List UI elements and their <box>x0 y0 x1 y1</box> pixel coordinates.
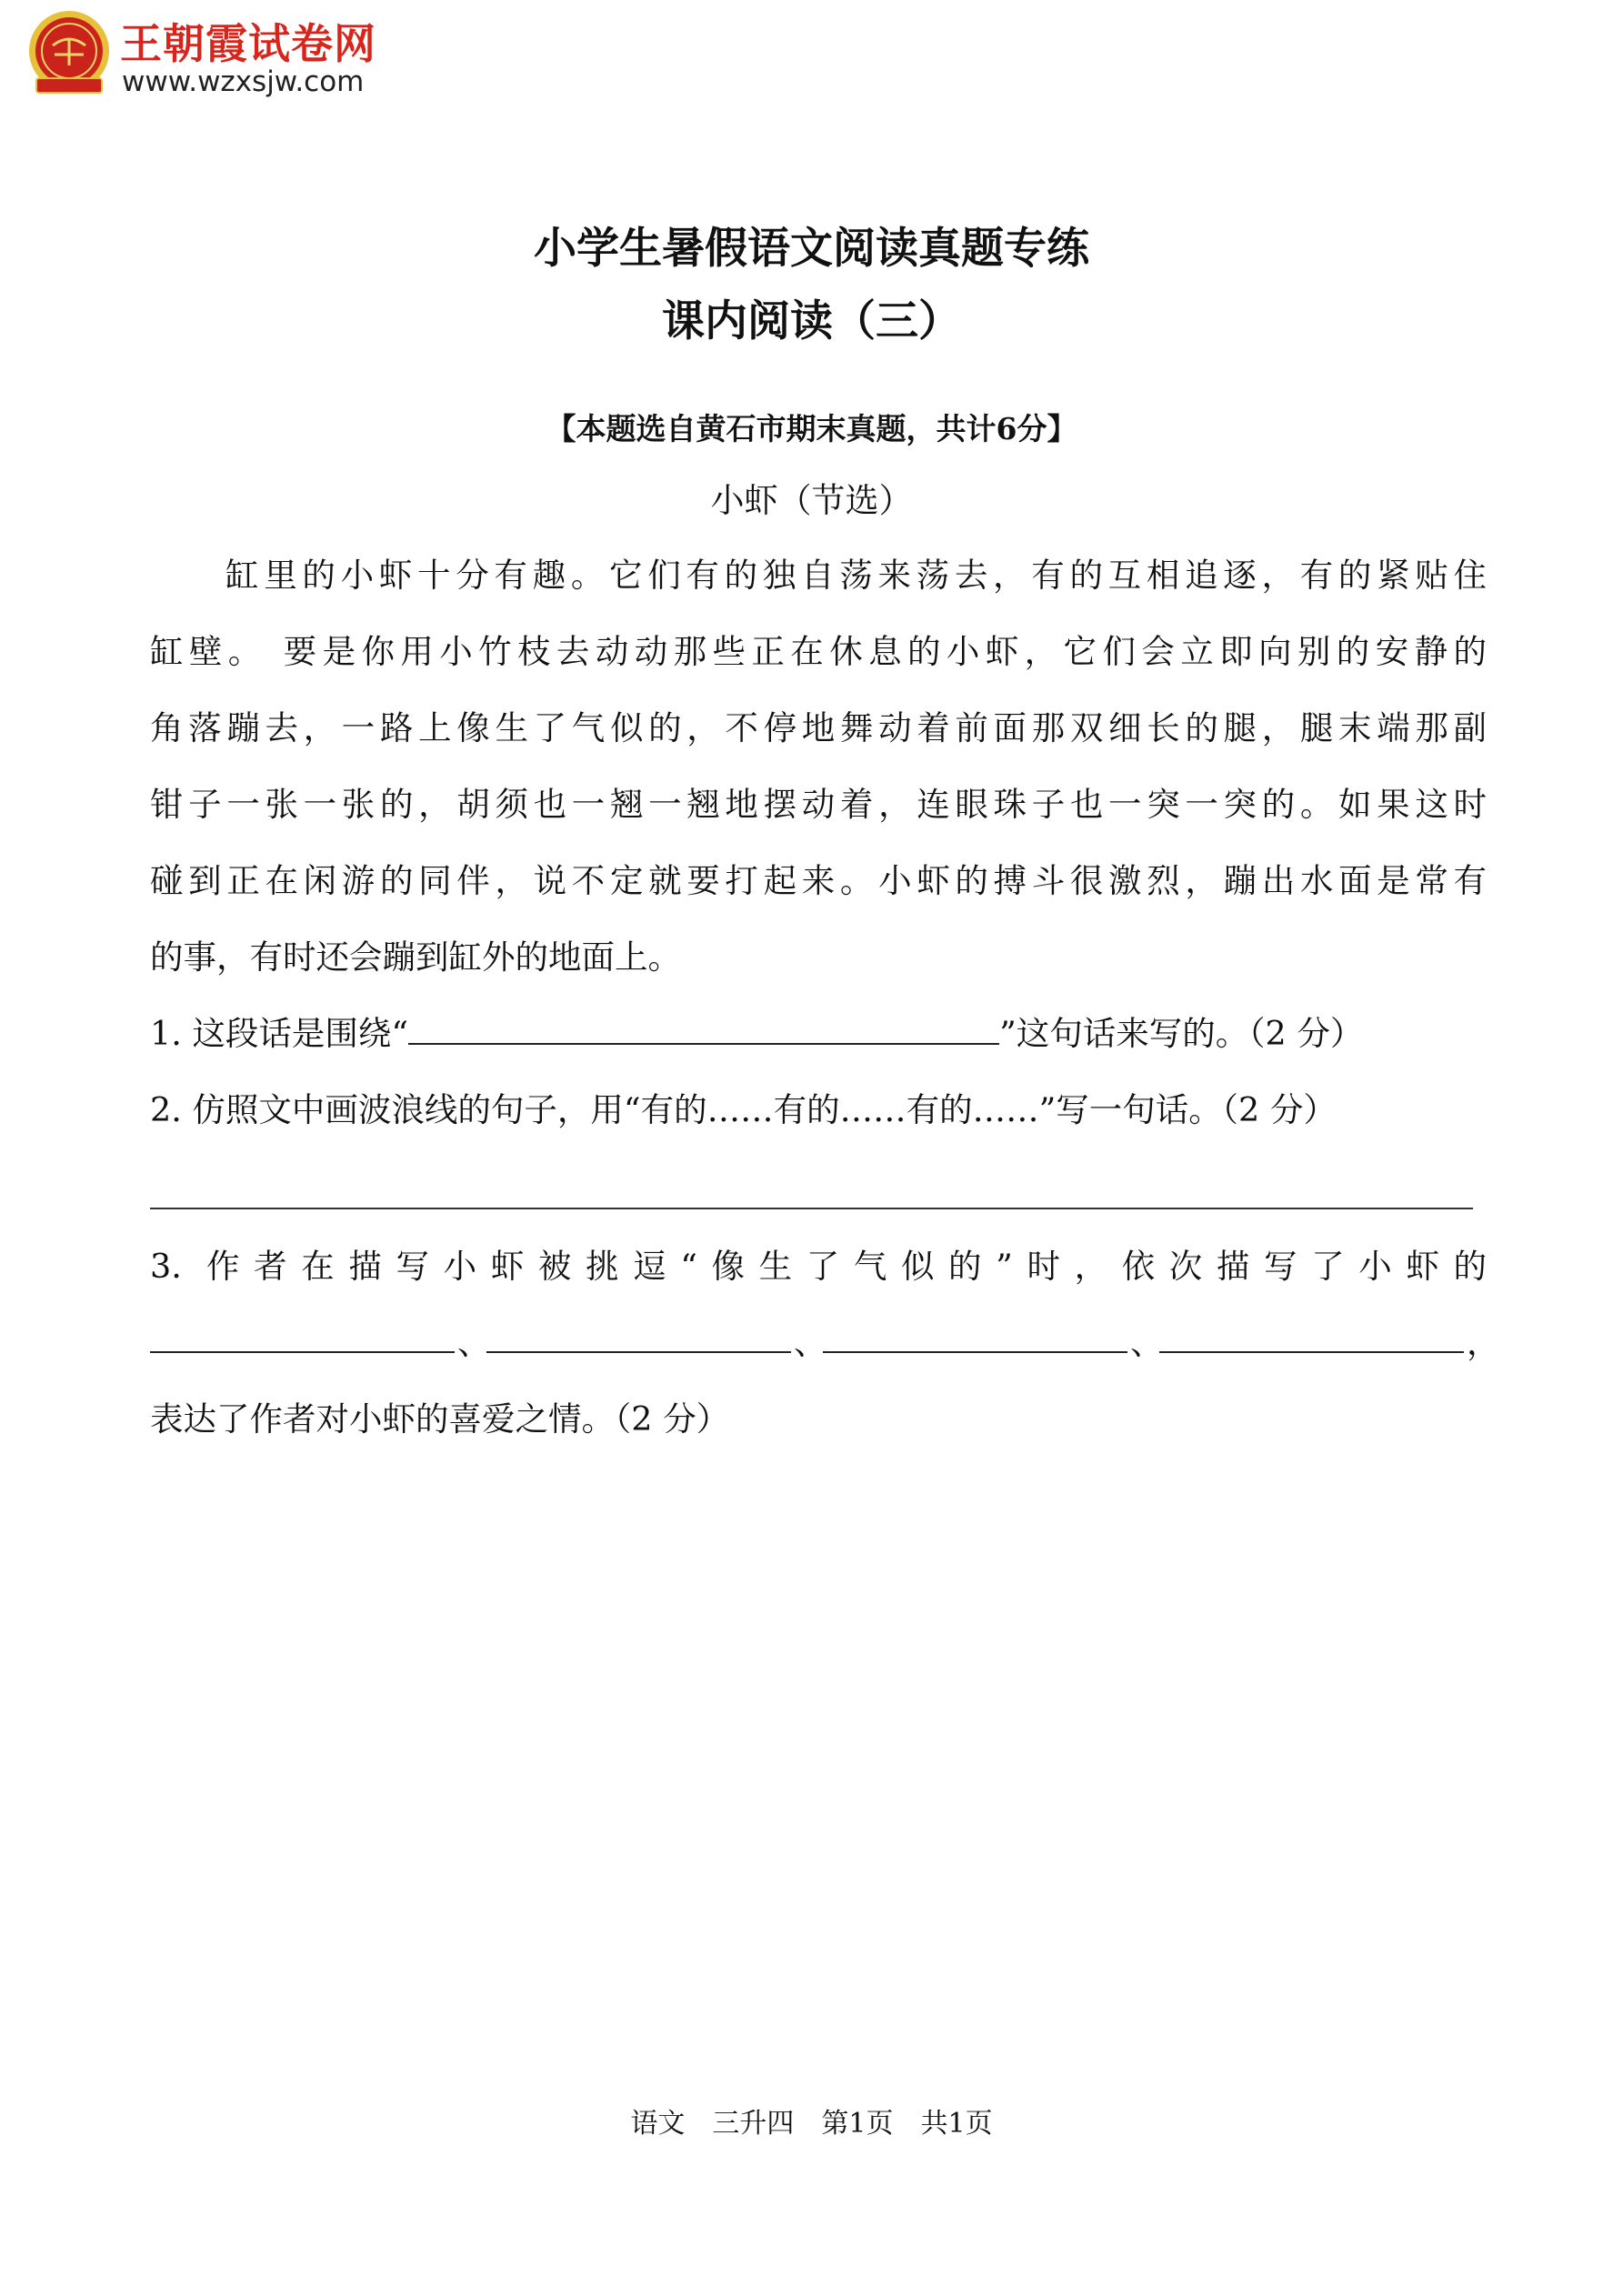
logo-seal-icon <box>25 9 113 96</box>
question-3-ending: 表达了作者对小虾的喜爱之情。（2 分） <box>150 1399 730 1439</box>
site-logo <box>25 9 389 100</box>
passage-line: 的事，有时还会蹦到缸外的地面上。 <box>150 937 681 977</box>
logo-name: 王朝霞试卷网 <box>120 19 376 68</box>
question-1-prefix: 1. 这段话是围绕“ <box>150 1014 409 1053</box>
passage-title: 小虾（节选） <box>710 481 913 520</box>
question-2: 2. 仿照文中画波浪线的句子，用“有的……有的……有的……”写一句话。（2 分） <box>150 1090 1337 1129</box>
page-title: 小学生暑假语文阅读真题专练 <box>534 224 1089 274</box>
passage-line: 缸壁。 要是你用小竹枝去动动那些正在休息的小虾，它们会立即向别的安静的 <box>150 632 1487 671</box>
question-3-blanks <box>150 1317 1500 1362</box>
logo-url: www.wzxsjw.com <box>122 65 365 98</box>
question-3-blank-1[interactable] <box>150 1324 455 1353</box>
question-3-blank-2[interactable] <box>486 1324 791 1353</box>
separator: ， <box>1467 1323 1500 1362</box>
question-3: 3. 作者在描写小虾被挑逗“像生了气似的”时，依次描写了小虾的 <box>150 1247 1487 1286</box>
passage-line: 碰到正在闲游的同伴，说不定就要打起来。小虾的搏斗很激烈，蹦出水面是常有 <box>150 861 1487 900</box>
page-subtitle: 课内阅读（三） <box>662 296 961 346</box>
question-3-blank-4[interactable] <box>1159 1324 1464 1353</box>
passage-line: 角落蹦去，一路上像生了气似的，不停地舞动着前面那双细长的腿，腿末端那副 <box>150 708 1487 747</box>
separator: 、 <box>457 1323 491 1362</box>
question-1 <box>150 1008 1487 1055</box>
separator: 、 <box>1130 1323 1164 1362</box>
question-1-suffix: ”这句话来写的。（2 分） <box>999 1014 1364 1053</box>
passage-line: 缸里的小虾十分有趣。它们有的独自荡来荡去，有的互相追逐，有的紧贴住 <box>225 556 1487 595</box>
source-note: 【本题选自黄石市期末真题，共计6分】 <box>546 411 1077 446</box>
question-1-answer-blank[interactable] <box>408 1016 999 1045</box>
question-2-answer-line[interactable] <box>150 1208 1473 1209</box>
question-3-blank-3[interactable] <box>823 1324 1127 1353</box>
page-footer: 语文 三升四 第1页 共1页 <box>630 2108 993 2140</box>
passage-line: 钳子一张一张的，胡须也一翘一翘地摆动着，连眼珠子也一突一突的。如果这时 <box>150 785 1487 824</box>
separator: 、 <box>794 1323 827 1362</box>
